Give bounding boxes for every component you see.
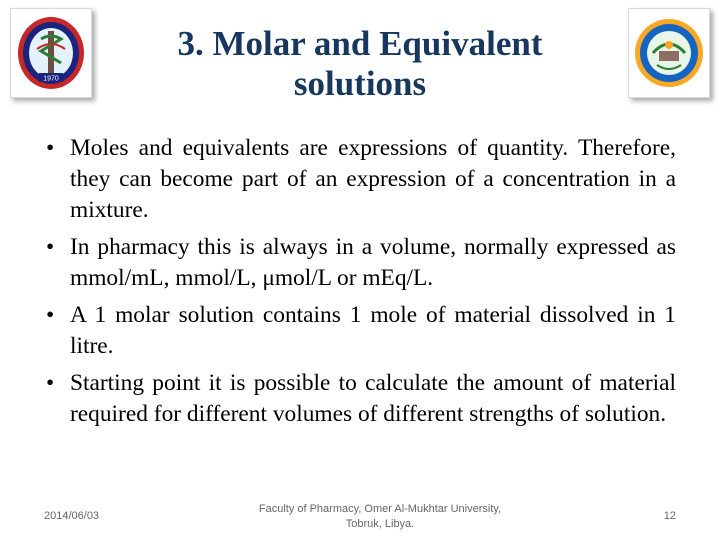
slide-title — [110, 24, 610, 104]
bullet-icon: • — [46, 135, 55, 161]
bullet-icon: • — [46, 234, 55, 260]
bullet-text: Starting point it is possible to calculate the amount of material required for different volumes of different strengths of solution. — [70, 370, 676, 427]
bullet-item — [44, 300, 676, 362]
bullet-item — [44, 368, 676, 430]
bullet-list — [44, 133, 676, 436]
footer-affiliation-line-1: Faculty of Pharmacy, Omer Al-Mukhtar University, — [258, 503, 502, 515]
bullet-text: Moles and equivalents are expressions of quantity. Therefore, they can become part of an expression of a concentration in a mixture. — [70, 135, 676, 223]
slide-title-line-2: solutions — [293, 64, 427, 103]
bullet-item — [44, 133, 676, 226]
footer-date: 2014/06/03 — [44, 510, 100, 522]
pharmacy-emblem-icon — [11, 9, 91, 97]
university-logo — [628, 8, 710, 98]
university-seal-icon — [629, 9, 709, 97]
logo-year-text: 1970 — [43, 75, 59, 83]
bullet-icon: • — [46, 302, 55, 328]
bullet-text: A 1 molar solution contains 1 mole of material dissolved in 1 litre. — [70, 302, 676, 359]
faculty-logo — [10, 8, 92, 98]
page-number: 12 — [663, 510, 676, 522]
footer-affiliation-line-2: Tobruk, Libya. — [345, 518, 415, 530]
footer-affiliation — [240, 502, 520, 532]
bullet-item — [44, 232, 676, 294]
slide-title-line-1: 3. Molar and Equivalent — [177, 24, 543, 63]
bullet-text: In pharmacy this is always in a volume, normally expressed as mmol/mL, mmol/L, μmol/L or mEq/L. — [70, 234, 676, 291]
bullet-icon: • — [46, 370, 55, 396]
